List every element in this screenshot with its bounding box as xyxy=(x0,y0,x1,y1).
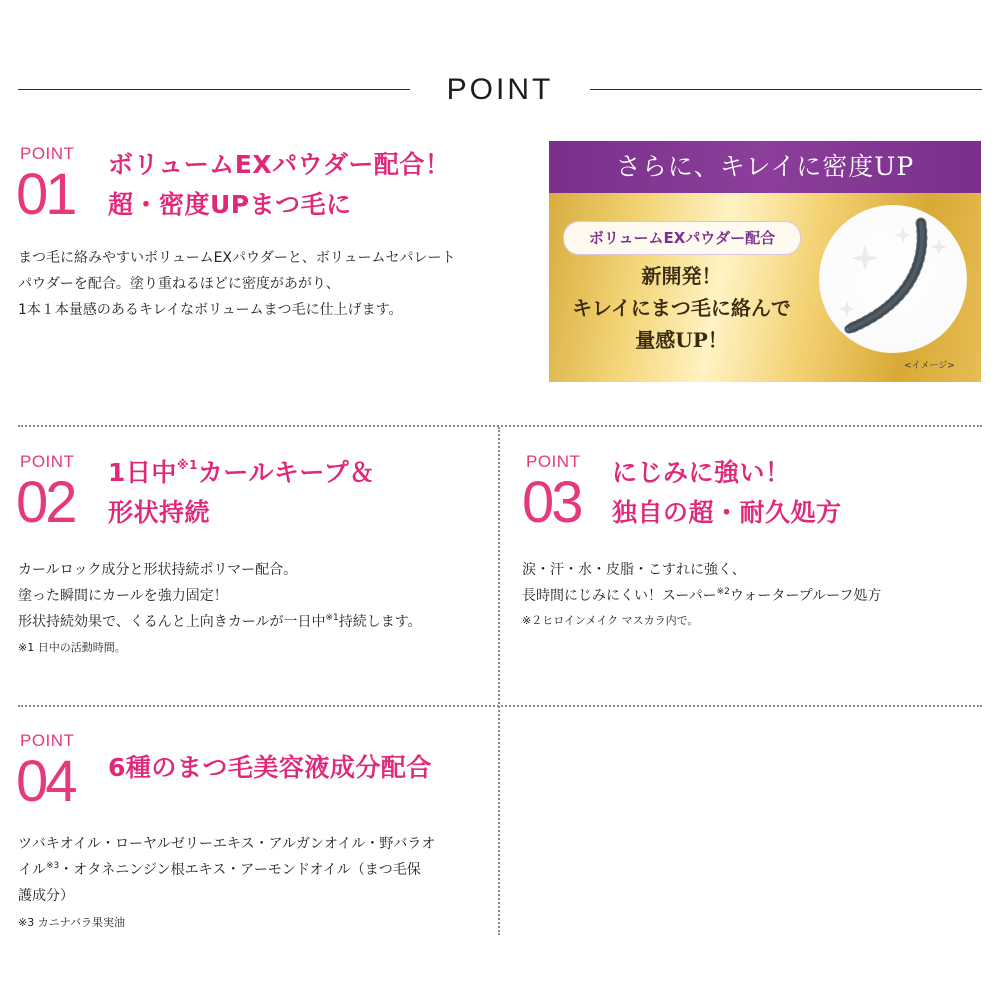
footnote: ※1 日中の活動時間。 xyxy=(18,641,126,654)
body-text: 長時間にじみにくい！スーパー xyxy=(522,588,717,604)
point-number: 03 xyxy=(522,470,581,535)
point-number: 04 xyxy=(16,749,75,814)
body-text: ・オタネニンジン根エキス・アーモンドオイル（まつ毛保 xyxy=(59,862,421,878)
heading-line: にじみに強い！ xyxy=(612,458,791,487)
footnote-mark: ※3 xyxy=(46,861,60,871)
body-line: パウダーを配合。塗り重ねるほどに密度があがり、 xyxy=(18,276,340,292)
promo-line: キレイにまつ毛に絡んで xyxy=(572,296,791,320)
body-line: 1本１本量感のあるキレイなボリュームまつ毛に仕上げます。 xyxy=(18,302,403,318)
body-text: 形状持続効果で、くるんと上向きカールが一日中 xyxy=(18,614,326,630)
heading-text: カールキープ＆ xyxy=(197,458,375,487)
point-description xyxy=(18,245,518,323)
body-text: 持続します。 xyxy=(338,614,422,630)
point-label: POINT xyxy=(20,144,75,163)
heading-line: 独自の超・耐久処方 xyxy=(612,498,842,527)
point-heading xyxy=(108,453,375,533)
point-description xyxy=(522,557,982,609)
promo-banner: さらに、キレイに密度UP xyxy=(549,141,981,193)
header-rule-left xyxy=(18,89,410,90)
body-text: ウォータープルーフ処方 xyxy=(729,588,882,604)
point-description xyxy=(18,831,488,909)
body-text: イル xyxy=(18,862,46,878)
heading-line xyxy=(108,453,375,493)
promo-line: 量感UP！ xyxy=(635,328,728,352)
heading-text: 1日中 xyxy=(108,458,177,487)
divider-horizontal xyxy=(18,705,982,707)
body-line: 塗った瞬間にカールを強力固定！ xyxy=(18,588,228,604)
body-line xyxy=(18,857,488,883)
footnote: ※２ヒロインメイク マスカラ内で。 xyxy=(522,614,699,627)
heading-line: ボリュームEXパウダー配合！ xyxy=(108,150,451,179)
header-rule-right xyxy=(590,89,982,90)
footnote: ※3 カニナバラ果実油 xyxy=(18,916,126,929)
body-line: まつ毛に絡みやすいボリュームEXパウダーと、ボリュームセパレート xyxy=(18,250,456,266)
section-title: POINT xyxy=(446,73,554,106)
heading-line: 超・密度UPまつ毛に xyxy=(108,190,352,219)
promo-image xyxy=(549,141,981,382)
body-line xyxy=(522,583,982,609)
body-line xyxy=(18,609,488,635)
lash-illustration xyxy=(819,205,967,353)
heading-line: 6種のまつ毛美容液成分配合 xyxy=(108,753,432,782)
point-number: 02 xyxy=(16,470,75,535)
promo-badge: ボリュームEXパウダー配合 xyxy=(563,221,801,255)
point-number: 01 xyxy=(16,162,75,227)
footnote-mark: ※1 xyxy=(325,613,339,623)
point-heading xyxy=(108,145,450,225)
point-description xyxy=(18,557,488,635)
footnote-mark: ※1 xyxy=(176,458,198,472)
promo-line: 新開発！ xyxy=(641,264,722,288)
body-line: 涙・汗・水・皮脂・こすれに強く、 xyxy=(522,562,746,578)
divider-horizontal xyxy=(18,425,982,427)
heading-line: 形状持続 xyxy=(108,498,211,527)
promo-caption: <イメージ> xyxy=(904,361,955,371)
point-label: POINT xyxy=(526,452,581,471)
body-line: 護成分） xyxy=(18,888,74,904)
body-line: ツバキオイル・ローヤルゼリーエキス・アルガンオイル・野バラオ xyxy=(18,836,436,852)
lash-icon xyxy=(819,205,967,353)
point-heading xyxy=(612,453,842,533)
footnote-mark: ※2 xyxy=(716,587,730,597)
divider-vertical xyxy=(498,427,500,935)
point-label: POINT xyxy=(20,731,75,750)
body-line: カールロック成分と形状持続ポリマー配合。 xyxy=(18,562,298,578)
point-label: POINT xyxy=(20,452,75,471)
point-heading xyxy=(108,748,432,788)
